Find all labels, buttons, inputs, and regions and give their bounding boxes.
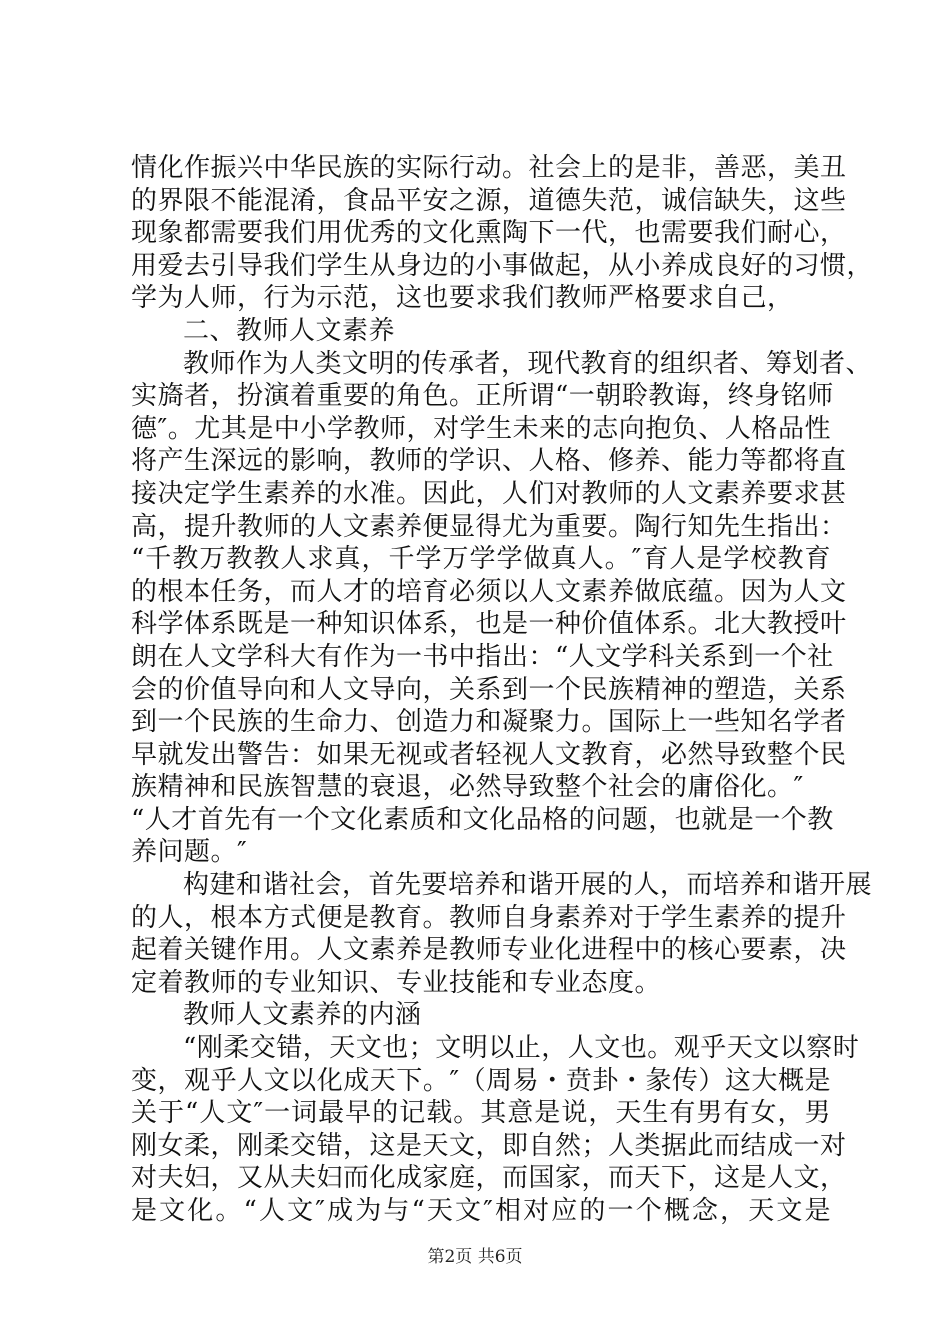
body-line: 朗在人文学科大有作为一书中指出：“人文学科关系到一个社 bbox=[131, 641, 834, 672]
body-line: 将产生深远的影响，教师的学识、人格、修养、能力等都将直 bbox=[131, 446, 847, 477]
body-line: 变，观乎人文以化成天下。″（周易・贲卦・彖传）这大概是 bbox=[131, 1065, 831, 1096]
body-line: 教师作为人类文明的传承者，现代教育的组织者、筹划者、 bbox=[183, 348, 873, 379]
body-line: 关于“人文″一词最早的记载。其意是说，天生有男有女，男 bbox=[131, 1098, 831, 1129]
body-line: 接决定学生素养的水准。因此，人们对教师的人文素养要求甚 bbox=[131, 478, 847, 509]
body-line: 高，提升教师的人文素养便显得尤为重要。陶行知先生指出： bbox=[131, 511, 847, 542]
body-line: 科学体系既是一种知识体系，也是一种价值体系。北大教授叶 bbox=[131, 609, 847, 640]
body-line: 实旖者，扮演着重要的角色。正所谓“一朝聆教诲，终身铭师 bbox=[131, 381, 834, 412]
body-line: 族精神和民族智慧的衰退，必然导致整个社会的庸俗化。″ bbox=[131, 772, 804, 803]
page-number-footer: 第2页 共6页 bbox=[427, 1247, 523, 1267]
body-line: 现象都需要我们用优秀的文化熏陶下一代，也需要我们耐心， bbox=[131, 218, 847, 249]
body-line: 会的价值导向和人文导向，关系到一个民族精神的塑造，关系 bbox=[131, 674, 847, 705]
body-line: 到一个民族的生命力、创造力和凝聚力。国际上一些知名学者 bbox=[131, 707, 847, 738]
body-line: 德″。尤其是中小学教师，对学生未来的志向抱负、人格品性 bbox=[131, 413, 831, 444]
body-line: 刚女柔，刚柔交错，这是天文，即自然；人类据此而结成一对 bbox=[131, 1130, 847, 1161]
body-line: 情化作振兴中华民族的实际行动。社会上的是非，善恶，美丑 bbox=[131, 153, 847, 183]
body-line: 定着教师的专业知识、专业技能和专业态度。 bbox=[131, 967, 662, 998]
body-line: 对夫妇，又从夫妇而化成家庭，而国家，而天下，这是人文， bbox=[131, 1163, 847, 1194]
body-line: 养问题。″ bbox=[131, 837, 248, 868]
document-body bbox=[131, 152, 874, 1228]
body-line: 构建和谐社会，首先要培养和谐开展的人，而培养和谐开展 bbox=[183, 870, 873, 901]
body-line: 的根本任务，而人才的培育必须以人文素养做底蕴。因为人文 bbox=[131, 576, 847, 607]
section-heading: 教师人文素养的内涵 bbox=[183, 1000, 422, 1031]
body-line: 用爱去引导我们学生从身边的小事做起，从小养成良好的习惯， bbox=[131, 250, 874, 281]
body-line: 的人，根本方式便是教育。教师自身素养对于学生素养的提升 bbox=[131, 902, 847, 933]
body-line: 是文化。“人文″成为与“天文″相对应的一个概念，天文是 bbox=[131, 1196, 831, 1226]
body-line: 早就发出警告：如果无视或者轻视人文教育，必然导致整个民 bbox=[131, 739, 847, 770]
body-line: 的界限不能混淆，食品平安之源，道德失范，诚信缺失，这些 bbox=[131, 185, 847, 216]
section-heading: 二、教师人文素养 bbox=[183, 315, 396, 346]
body-line: “千教万教教人求真，千学万学学做真人。″育人是学校教育 bbox=[131, 544, 831, 575]
body-line: 学为人师，行为示范，这也要求我们教师严格要求自己， bbox=[131, 283, 794, 314]
body-line: 起着关键作用。人文素养是教师专业化进程中的核心要素，决 bbox=[131, 935, 847, 966]
body-line: “人才首先有一个文化素质和文化品格的问题，也就是一个教 bbox=[131, 804, 834, 835]
body-line: “刚柔交错，天文也；文明以止，人文也。观乎天文以察时 bbox=[183, 1033, 860, 1064]
